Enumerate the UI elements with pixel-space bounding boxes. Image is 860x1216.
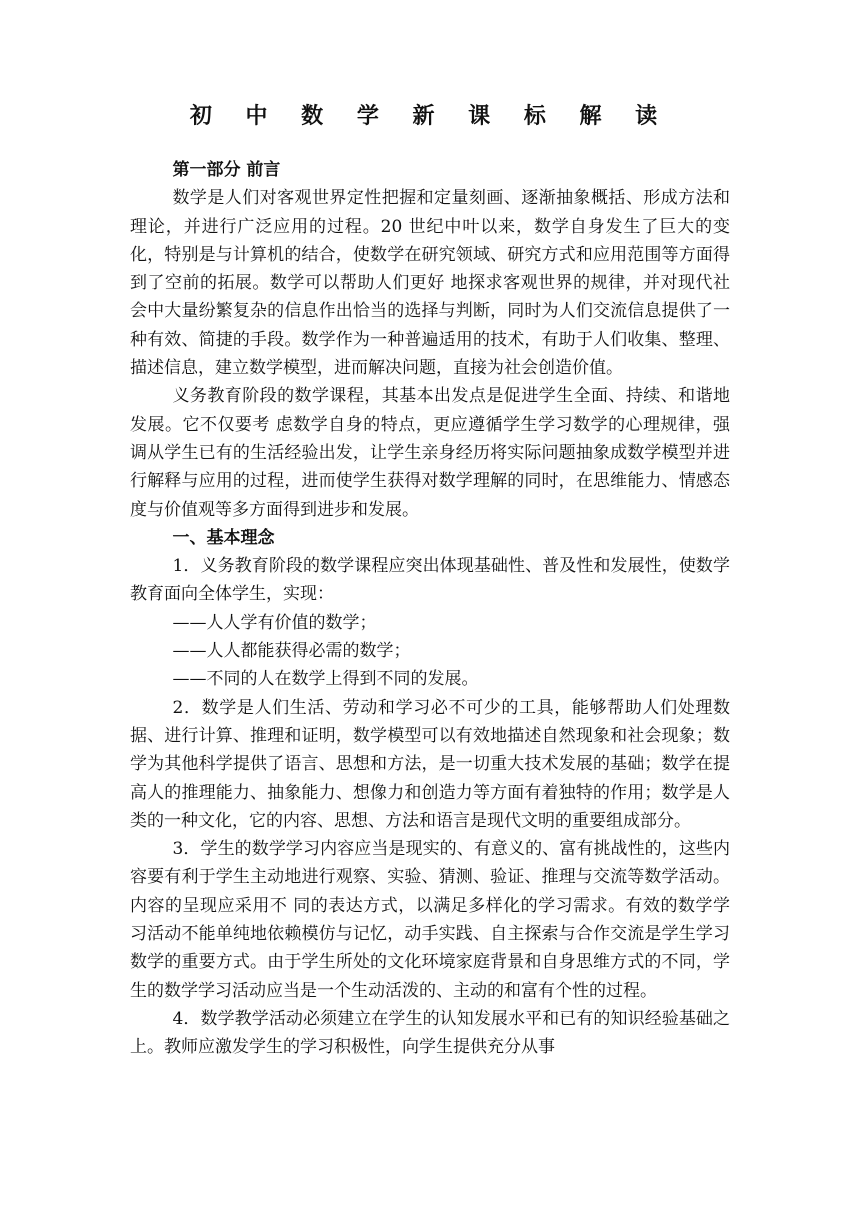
list-item: 3．学生的数学学习内容应当是现实的、有意义的、富有挑战性的，这些内容要有利于学生主动地进行观察、实验、猜测、验证、推理与交流等数学活动。内容的呈现应采用不 同的表达方式，以满足多样化的学习需求。有效的数学学习活动不能单纯地依赖模仿与记忆，动手实践、自主探索与合作交流是学生学习数学的重要方式。由于学生所处的文化环境家庭背景和自身思维方式的不同，学生的数学学习活动应当是一个生动活泼的、主动的和富有个性的过程。 [130, 839, 730, 1001]
document-title: 初 中 数 学 新 课 标 解 读 [189, 103, 671, 129]
section1-heading: 一、基本理念 [172, 527, 275, 548]
part1-heading: 第一部分 前言 [172, 160, 281, 180]
list-item: 1．义务教育阶段的数学课程应突出体现基础性、普及性和发展性，使数学教育面向全体学生，实现： [130, 556, 730, 605]
paragraph: 数学是人们对客观世界定性把握和定量刻画、逐渐抽象概括、形成方法和理论，并进行广泛应用的过程。20 世纪中叶以来，数学自身发生了巨大的变化，特别是与计算机的结合，使数学在研究领域、研究方式和应用范围等方面得到了空前的拓展。数学可以帮助人们更好 地探求客观世界的规律，并对现代社会中大量纷繁复杂的信息作出恰当的选择与判断，同时为人们交流信息提供了一种有效、简捷的手段。数学作为一种普遍适用的技术，有助于人们收集、整理、描述信息，建立数学模型，进而解决问题，直接为社会创造价值。 [130, 188, 730, 379]
dash-item: ——不同的人在数学上得到不同的发展。 [172, 669, 479, 690]
dash-item: ——人人学有价值的数学； [172, 612, 377, 633]
dash-item: ——人人都能获得必需的数学； [172, 641, 411, 662]
document-body [130, 156, 730, 1062]
list-item: 2．数学是人们生活、劳动和学习必不可少的工具，能够帮助人们处理数据、进行计算、推理和证明，数学模型可以有效地描述自然现象和社会现象；数学为其他科学提供了语言、思想和方法，是一切重大技术发展的基础；数学在提高人的推理能力、抽象能力、想像力和创造力等方面有着独特的作用；数学是人类的一种文化，它的内容、思想、方法和语言是现代文明的重要组成部分。 [130, 697, 730, 831]
list-item: 4．数学教学活动必须建立在学生的认知发展水平和已有的知识经验基础之上。教师应激发学生的学习积极性，向学生提供充分从事 [130, 1008, 730, 1058]
paragraph: 义务教育阶段的数学课程，其基本出发点是促进学生全面、持续、和谐地发展。它不仅要考 虑数学自身的特点，更应遵循学生学习数学的心理规律，强调从学生已有的生活经验出发，让学生亲身经历将实际问题抽象成数学模型并进行解释与应用的过程，进而使学生获得对数学理解的同时，在思维能力、情感态度与价值观等多方面得到进步和发展。 [130, 386, 730, 520]
